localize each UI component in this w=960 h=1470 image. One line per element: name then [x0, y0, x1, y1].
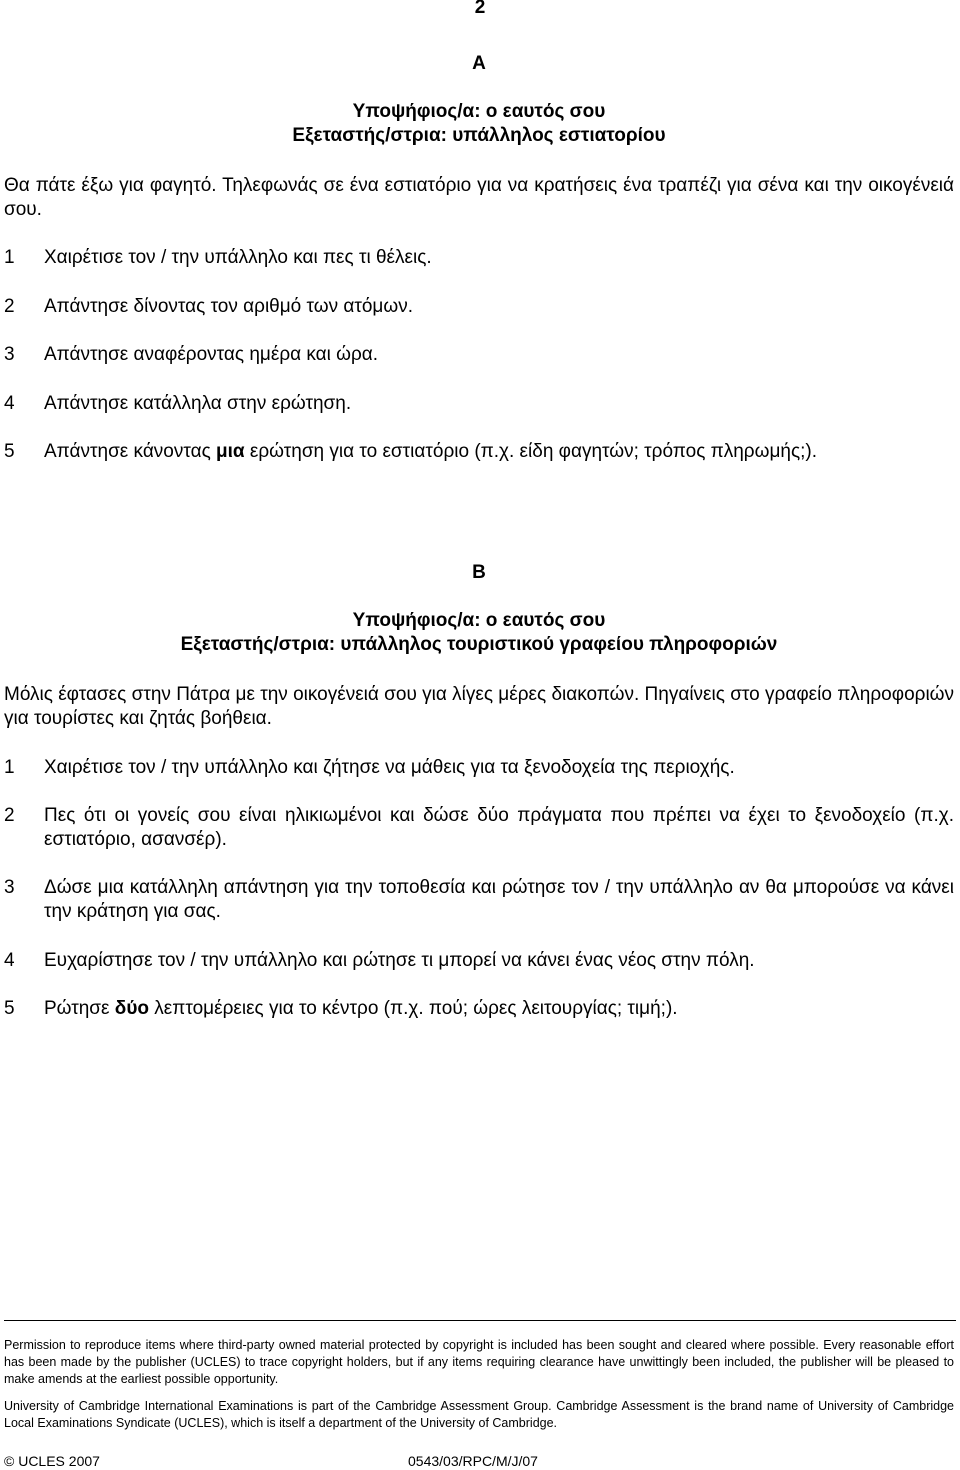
section-a-task-5 — [4, 440, 954, 464]
task-text: Χαιρέτισε τον / την υπάλληλο και πες τι θέλεις. — [44, 247, 432, 268]
task-number: 1 — [4, 247, 15, 268]
section-b — [4, 561, 954, 585]
section-b-task-5 — [4, 997, 954, 1021]
section-a-task-4 — [4, 392, 954, 416]
task-text: Απάντησε κατάλληλα στην ερώτηση. — [44, 393, 352, 414]
section-a-scenario — [4, 174, 954, 222]
section-b-letter: B — [472, 562, 486, 583]
task-text-end: λεπτομέρειες για το κέντρο (π.χ. πού; ώρες λειτουργίας; τιμή;). — [148, 998, 678, 1019]
section-a-roles — [4, 100, 954, 148]
footer-paper-code: 0543/03/RPC/M/J/07 — [408, 1453, 538, 1469]
task-text — [44, 440, 954, 464]
footer-bottom — [4, 1452, 954, 1470]
task-text: Απάντησε δίνοντας τον αριθμό των ατόμων. — [44, 296, 413, 317]
section-a-examiner-role: Εξεταστής/στρια: υπάλληλος εστιατορίου — [292, 125, 666, 146]
task-number: 2 — [4, 805, 15, 826]
section-a-scenario-text: Θα πάτε έξω για φαγητό. Τηλεφωνάς σε ένα εστιατόριο για να κρατήσεις ένα τραπέζι για σένα και την οικογένειά σου. — [4, 175, 954, 220]
footer-copyright: © UCLES 2007 — [4, 1453, 100, 1469]
task-number: 2 — [4, 296, 15, 317]
task-text-emphasis: μια — [216, 441, 245, 462]
task-text: Δώσε μια κατάλληλη απάντηση για την τοποθεσία και ρώτησε τον / την υπάλληλο αν θα μπορούσε να κάνει την κράτηση για σας. — [44, 877, 954, 922]
task-number: 4 — [4, 950, 15, 971]
task-text — [44, 997, 954, 1021]
task-number: 5 — [4, 441, 15, 462]
footer-university: University of Cambridge International Examinations is part of the Cambridge Assessment Group. Cambridge Assessment is the brand name of University of Cambridge Local Examinations Syndicate (UCLES), which is itself a department of the University of Cambridge. — [4, 1399, 954, 1430]
section-b-scenario — [4, 683, 954, 731]
footer-divider — [4, 1320, 956, 1321]
section-b-examiner-role: Εξεταστής/στρια: υπάλληλος τουριστικού γραφείου πληροφοριών — [180, 634, 778, 655]
task-text: Απάντησε αναφέροντας ημέρα και ώρα. — [44, 344, 379, 365]
task-number: 3 — [4, 877, 15, 898]
task-text-end: ερώτηση για το εστιατόριο (π.χ. είδη φαγητών; τρόπος πληρωμής;). — [244, 441, 817, 462]
section-a-candidate-role: Υποψήφιος/α: ο εαυτός σου — [352, 101, 606, 122]
section-b-roles — [4, 609, 954, 657]
task-number: 1 — [4, 757, 15, 778]
section-b-candidate-role: Υποψήφιος/α: ο εαυτός σου — [352, 610, 606, 631]
section-b-task-3 — [4, 876, 954, 924]
section-b-task-1 — [4, 756, 954, 780]
task-number: 4 — [4, 393, 15, 414]
task-text: Χαιρέτισε τον / την υπάλληλο και ζήτησε να μάθεις για τα ξενοδοχεία της περιοχής. — [44, 757, 735, 778]
section-b-scenario-text: Μόλις έφτασες στην Πάτρα με την οικογένειά σου για λίγες μέρες διακοπών. Πηγαίνεις στο γραφείο πληροφοριών για τουρίστες και ζητάς βοήθεια. — [4, 684, 954, 729]
section-b-task-2 — [4, 804, 954, 852]
section-a-letter: A — [472, 53, 486, 74]
section-a-task-3 — [4, 343, 954, 367]
task-text-start: Απάντησε κάνοντας — [44, 441, 217, 462]
section-a-task-2 — [4, 295, 954, 319]
section-a-task-1 — [4, 246, 954, 270]
task-number: 5 — [4, 998, 15, 1019]
task-text-emphasis: δύο — [114, 998, 149, 1019]
section-a — [4, 52, 954, 76]
task-text-start: Ρώτησε — [44, 998, 115, 1019]
task-text: Ευχαρίστησε τον / την υπάλληλο και ρώτησε τι μπορεί να κάνει ένας νέος στην πόλη. — [44, 950, 755, 971]
page-number: 2 — [474, 0, 486, 18]
task-number: 3 — [4, 344, 15, 365]
section-b-task-4 — [4, 949, 954, 973]
task-text: Πες ότι οι γονείς σου είναι ηλικιωμένοι και δώσε δύο πράγματα που πρέπει να έχει το ξενοδοχείο (π.χ. εστιατόριο, ασανσέρ). — [44, 805, 954, 850]
footer-permission: Permission to reproduce items where third-party owned material protected by copyright is included has been sought and cleared where possible. Every reasonable effort has been made by the publisher (UCLES) to trace copyright holders, but if any items requiring clearance have unwittingly been included, the publisher will be pleased to make amends at the earliest possible opportunity. — [4, 1338, 954, 1386]
